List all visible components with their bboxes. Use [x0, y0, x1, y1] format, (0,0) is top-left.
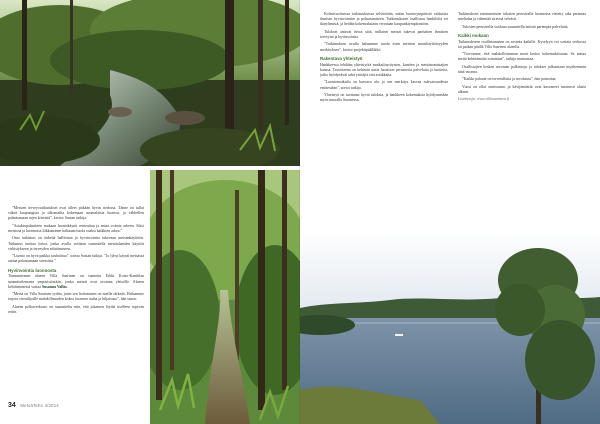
left-paragraph: ”Asiakaspalautteen mukaan luontokäynti rentouttaa ja antaa voimia arkeen. Siksi metsissä ja luonnossa liikkuminen halutaan tuoda osaksi kaikkien arkea.” [8, 223, 144, 233]
right-paragraph: Tutkimukseen osallistuminen on avointa kaikille. Kyselyyn voi vastata verkossa tai paikan päällä Villa Saarisen alueella. [458, 39, 586, 49]
right-paragraph: ”Kaikki palaute on tervetullutta ja arvokasta”, hän painottaa. [462, 77, 557, 82]
right-subheading: Kaikki mukaan [458, 32, 489, 38]
right-paragraph: Hankkeessa tehdään yhteistyötä matkailuyritysten, kuntien ja metsänomistajien kanssa. Tavoitteena on kehittää uusia luontoon perustuvia palveluita ja tuotteita, jotka hyödyttävät sekä yrittäjiä että asiakkaita. [320, 62, 448, 77]
magazine-name: MetsäTeho 4/2014 [20, 403, 59, 408]
right-paragraph: Kolmivuotisessa tutkimuksessa selvitetään, miten luontoympäristö vaikuttaa ihmisen hyvinvointiin ja palautumiseen. Tutkimukseen osallistuu henkilöitä eri ikäryhmistä, ja heidän kokemuksiaan verrataan kaupunkiympäristöön. [320, 12, 448, 27]
left-paragraph: ”Metsä on Villa Saarisen sydän, joten sen hoitaminen on meille tärkeää. Haluamme tarjota vierailijoille mahdollisuuden kokea luonnon rauha ja hiljaisuus”, hän sanoo. [8, 292, 144, 302]
page-folio [8, 402, 59, 409]
right-paragraph: ”Tutkimuksen avulla haluamme tuoda esiin metsien monikäyttöisyyden merkityksen”, kertoo projektipäällikkö. [320, 42, 448, 52]
left-paragraph: Oma tutkimus on tärkeää hallittuun ja hyvinvointia tukevaan metsänkäyttöön. Tutkimus tuottaa tietoa, jonka avulla voidaan suunnitella metsäalueiden käyttöä virkistykseen ja terveyden edistämiseen. [8, 236, 144, 251]
left-paragraph: ”Luonto on hyvä paikka rauhoittua”, toteaa Sustan tutkija. ”Jo lyhyt käynti metsässä auttaa palautumaan stressistä.” [8, 254, 144, 264]
right-article-column-a [320, 12, 448, 105]
right-paragraph: Vuosi on ollut onnistunut, ja kävijämäärät ovat kasvaneet tasaisesti alusta alkaen. [458, 84, 586, 94]
right-paragraph: Tulokset antavat tietoa siitä, millaiset metsät tukevat parhaiten ihmisten terveyttä ja hyvinvointia. [320, 29, 448, 39]
left-subheading: Hyvinvointia luonnosta [8, 267, 57, 273]
right-paragraph: Yhteistyö on tuottanut hyviä tuloksia, ja hankkeen kokemuksia hyödynnetään myös muualla Suomessa. [320, 92, 448, 103]
right-page [300, 0, 600, 424]
left-paragraph: Tamminiemen alueen Villa Saarinen on tunnettu Erkki Koiso-Kanttilan suunnittelemasta ympäristöstään, jonka metsät ovat avoinna yleisölle. Alueen kehittämisestä vastaa Susanna Vallin. [8, 274, 144, 289]
right-paragraph: ”Toivomme, että mahdollisimman moni kertoo kokemuksistaan. Se auttaa meitä kehittämään toimintaa”, tutkija muistuttaa. [458, 52, 586, 62]
right-paragraph: Osallistujien kesken arvotaan palkintoja, ja tulokset julkaistaan myöhemmin tänä vuonna. [458, 64, 586, 74]
right-paragraph: Tutkimuksen ensimmäisten tulosten perusteella luonnossa vietetty aika parantaa mielialaa ja vähentää stressiä selvästi. [458, 12, 586, 22]
right-subheading: Rakentava yhteistyö [320, 55, 363, 61]
lake-landscape-photo [300, 230, 600, 424]
highlighted-name: Susanna Vallin [41, 284, 67, 289]
article-credit: Lisätietoja: www.villasaarinen.fi [458, 97, 510, 102]
right-article-column-b [458, 12, 586, 105]
page-number: 34 [8, 402, 16, 409]
left-paragraph: Alueen polkuverkosto on suunniteltu niin, että jokainen löytää itselleen sopivan reitin. [8, 304, 144, 314]
forest-stream-photo [0, 0, 300, 166]
right-paragraph: Tulosten perusteella voidaan suunnitella entistä parempia palveluita. [462, 24, 569, 29]
left-paragraph: ”Metsien terveysvaikutukset ovat olleet pitkään hyvin tiedossa. Tänne on tullut väkeä kaupungista ja ulkomailta kokemaan suomalaista luontoa, ja vähitellen palautumaan arjen kiireistä”, kertoo Sustan tutkija. [8, 206, 144, 221]
right-paragraph: ”Luontomatkailu on kasvava ala, ja sen merkitys kasvaa tulevaisuudessa entisestään”, arvioi tutkija. [320, 80, 448, 90]
left-article-column [8, 206, 144, 317]
forest-path-photo [150, 170, 300, 424]
